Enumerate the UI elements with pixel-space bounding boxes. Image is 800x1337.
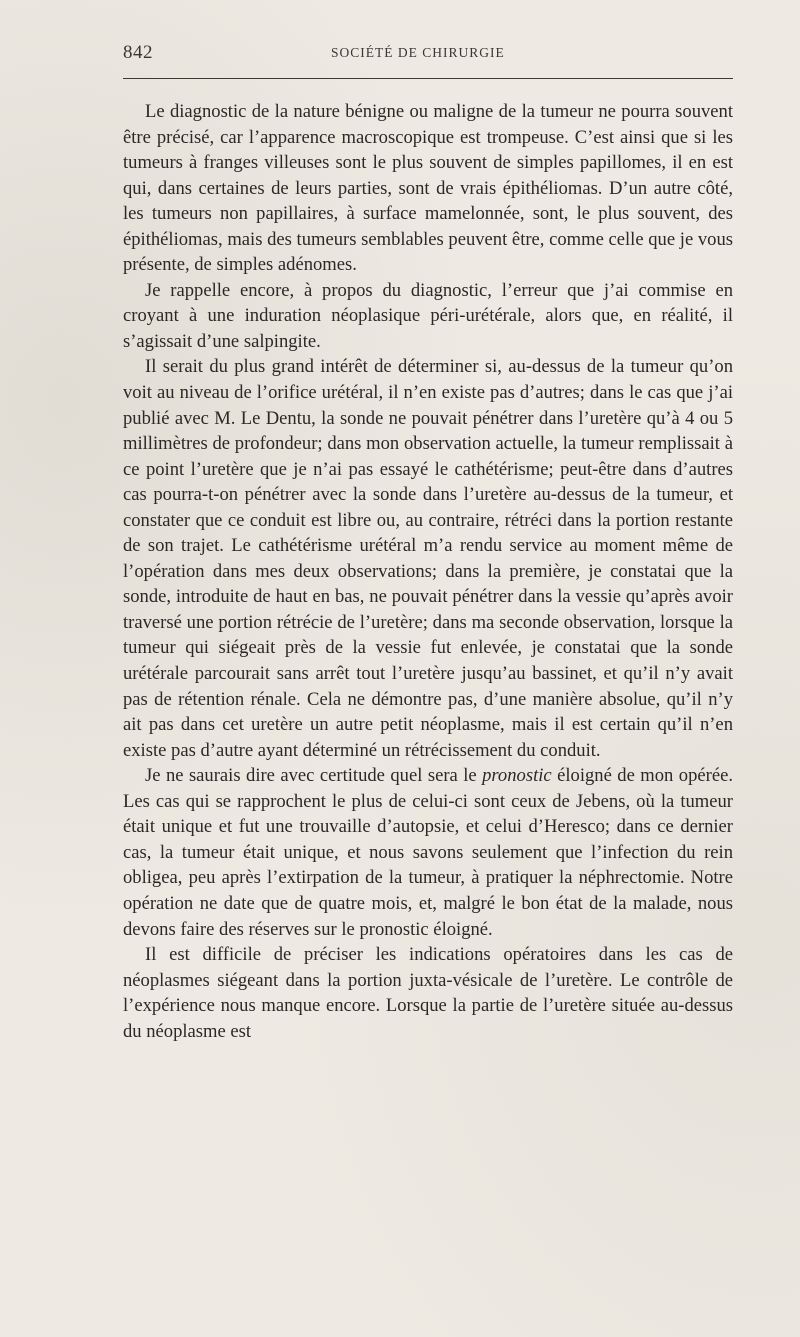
header-rule (123, 78, 733, 79)
running-title: SOCIÉTÉ DE CHIRURGIE (331, 45, 505, 60)
paragraph-pronostic-after: éloigné de mon opérée. Les cas qui se rapprochent le plus de celui-ci sont ceux de Jebens, où la tumeur était unique et fut une trouvaille d’autopsie, et celui d’Heresco; dans ce dernier cas, la tumeur était unique, et nous savons seulement que l’infection du rein obligea, peu après l’extirpation de la tumeur, à pratiquer la néphrectomie. Notre opération ne date que de quatre mois, et, malgré le bon état de la malade, nous devons faire des réserves sur le pronostic éloigné. (123, 765, 733, 940)
page-header (123, 42, 733, 68)
paragraph-pronostic-before: Je ne saurais dire avec certitude quel sera le (145, 765, 483, 787)
body-text (123, 99, 733, 1044)
pronostic-emphasis: pronostic (482, 765, 552, 787)
paragraph-diagnostic: Le diagnostic de la nature bénigne ou maligne de la tumeur ne pourra souvent être précisé, car l’apparence macroscopique est trompeuse. C’est ainsi que si les tumeurs à franges villeuses sont le plus souvent de simples papillomes, il en est qui, dans certaines de leurs parties, sont de vrais épithéliomas. D’un autre côté, les tumeurs non papillaires, à surface mamelonnée, sont, le plus souvent, des épithéliomas, mais des tumeurs semblables peuvent être, comme celle que je vous présente, de simples adénomes. (123, 101, 733, 276)
paragraph-salpingite: Je rappelle encore, à propos du diagnostic, l’erreur que j’ai commise en croyant à une induration néoplasique péri-urétérale, alors que, en réalité, il s’agissait d’une salpingite. (123, 279, 733, 352)
page-number: 842 (123, 42, 153, 63)
paragraph-catheterisme: Il serait du plus grand intérêt de déterminer si, au-dessus de la tumeur qu’on voit au niveau de l’orifice urétéral, il n’en existe pas d’autres; dans le cas que j’ai publié avec M. Le Dentu, la sonde ne pouvait pénétrer dans l’uretère qu’à 4 ou 5 millimètres de profondeur; dans mon observation actuelle, la tumeur remplissait à ce point l’uretère que je n’ai pas essayé le cathétérisme; peut-être dans d’autres cas pourra-t-on pénétrer avec la sonde dans l’uretère au-dessus de la tumeur, et constater que ce conduit est libre ou, au contraire, rétréci dans la portion restante de son trajet. Le cathétérisme urétéral m’a rendu service au moment même de l’opération dans mes deux observations; dans la première, je constatai que la sonde, introduite de haut en bas, ne pouvait pénétrer dans la vessie qu’après avoir traversé une portion rétrécie de l’uretère; dans ma seconde observation, lorsque la tumeur qui siégeait près de la vessie fut enlevée, je constatai que la sonde urétérale parcourait sans arrêt tout l’uretère jusqu’au bassinet, et qu’il n’y avait pas de rétention rénale. Cela ne démontre pas, d’une manière absolue, qu’il n’y ait pas dans cet uretère un autre petit néoplasme, mais il est certain qu’il n’en existe pas d’autre ayant déterminé un rétrécissement du conduit. (123, 356, 733, 761)
paragraph-pronostic (123, 763, 733, 942)
paragraph-indications: Il est difficile de préciser les indications opératoires dans les cas de néoplasmes siégeant dans la portion juxta-vésicale de l’uretère. Le contrôle de l’expérience nous manque encore. Lorsque la partie de l’uretère située au-dessus du néoplasme est (123, 944, 733, 1042)
